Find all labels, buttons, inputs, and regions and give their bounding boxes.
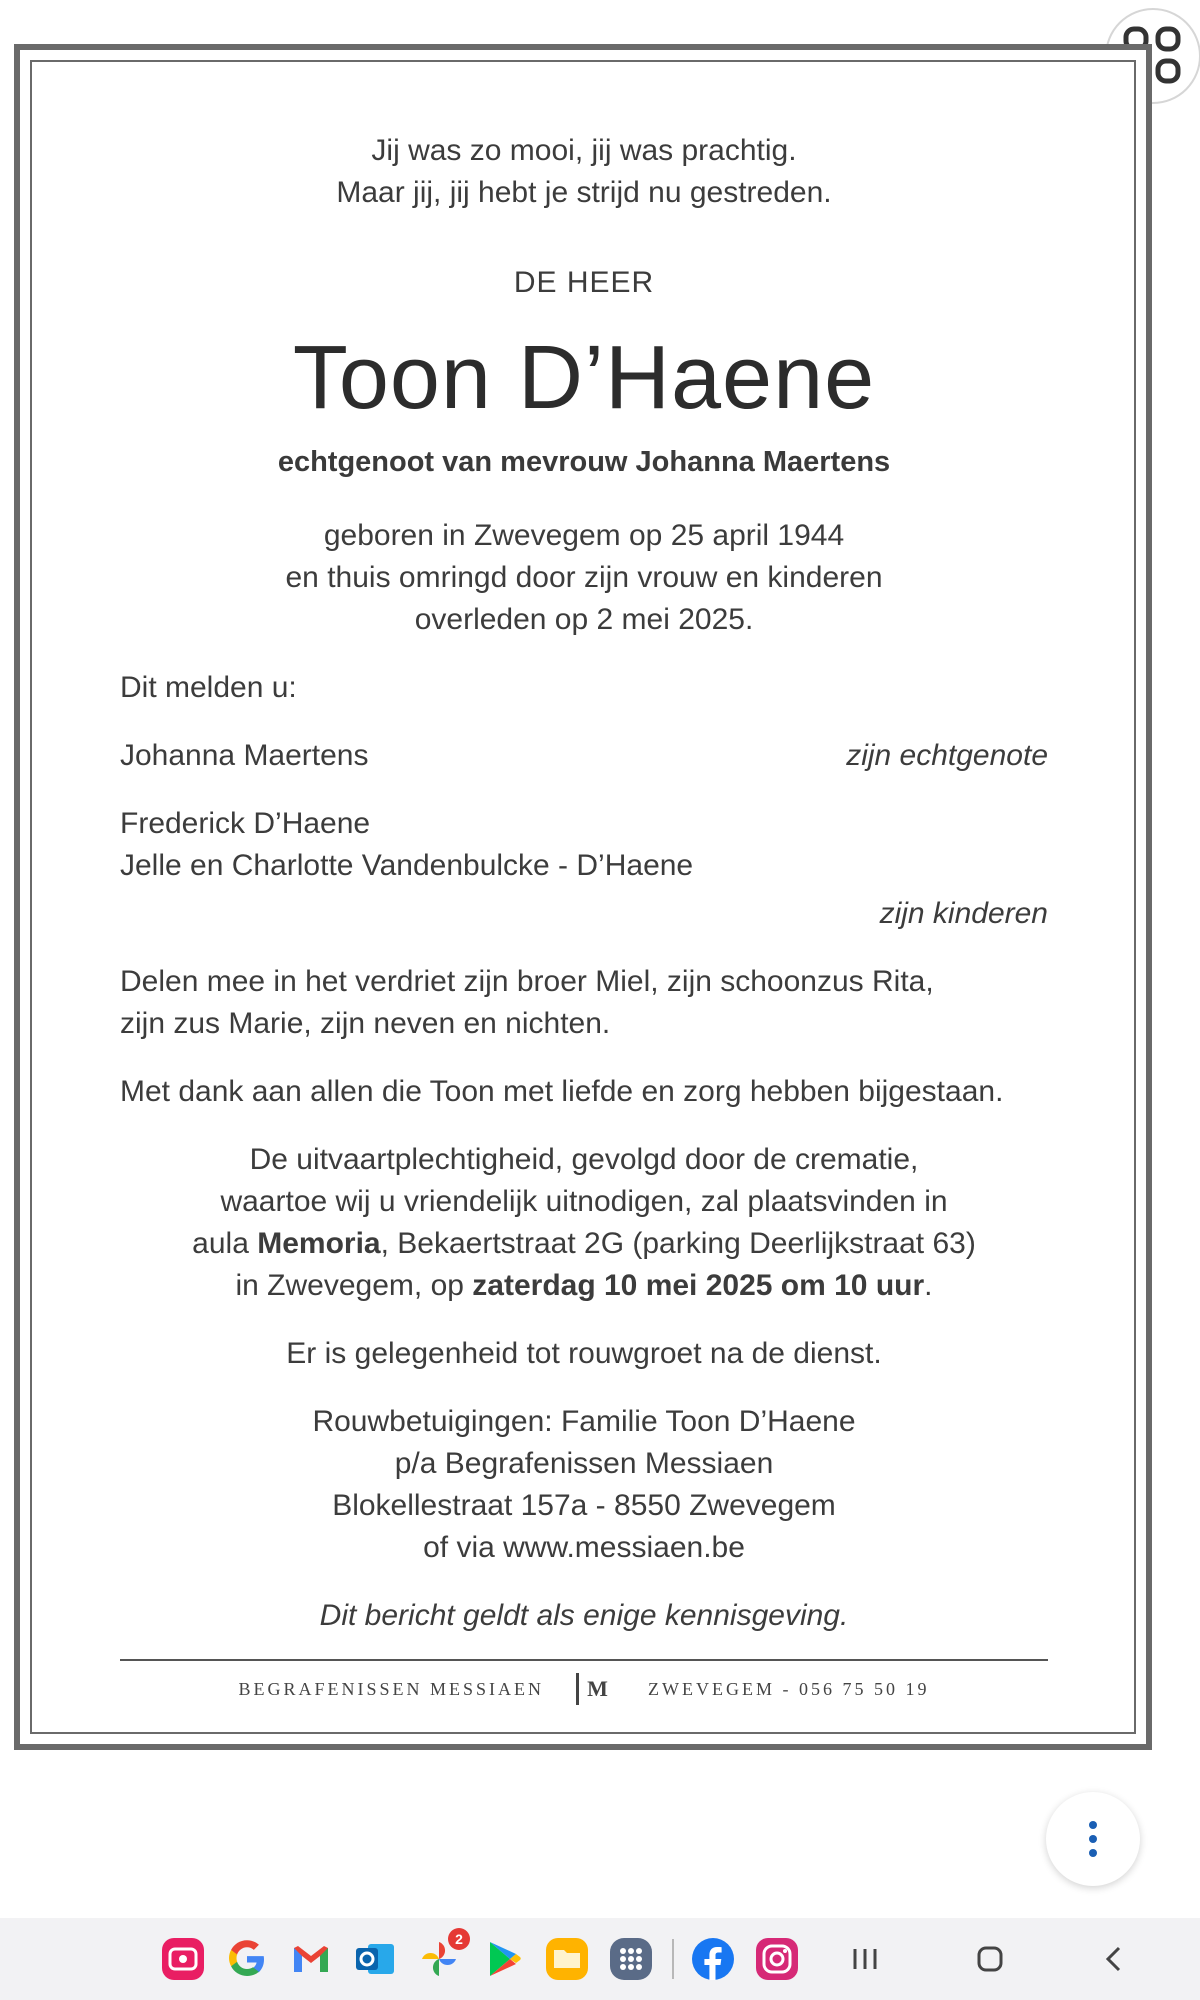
thanks-line: Met dank aan allen die Toon met liefde en zorg hebben bijgestaan. (120, 1075, 1004, 1108)
dock-separator (672, 1939, 674, 1979)
recents-button[interactable] (840, 1934, 890, 1984)
spouse-role: zijn echtgenote (846, 739, 1048, 772)
screen-recorder-icon (160, 1936, 206, 1982)
system-navigation (840, 1918, 1140, 2000)
poem-line-1: Jij was zo mooi, jij was prachtig. (371, 134, 797, 167)
spouse-name: Johanna Maertens (120, 739, 369, 772)
play-store-icon (480, 1936, 526, 1982)
folder-icon (544, 1936, 590, 1982)
ceremony-line-1: De uitvaartplechtigheid, gevolgd door de crematie, (249, 1143, 919, 1176)
facebook-app[interactable] (690, 1936, 736, 1982)
children-list (120, 803, 1048, 935)
birth-death-info (120, 515, 1048, 641)
family-line-2: zijn zus Marie, zijn neven en nichten. (120, 1007, 611, 1040)
child-2: Jelle en Charlotte Vandenbulcke - D’Haene (120, 849, 694, 882)
screen-recorder-app[interactable] (160, 1936, 206, 1982)
condolence-address (120, 1401, 1048, 1569)
child-1: Frederick D’Haene (120, 807, 371, 840)
ceremony-l4a: in Zwevegem, op (235, 1269, 473, 1302)
condolence-line-2: p/a Begrafenissen Messiaen (394, 1447, 774, 1480)
files-app[interactable] (544, 1936, 590, 1982)
born-line-3: overleden op 2 mei 2025. (414, 603, 754, 636)
ceremony-datetime: zaterdag 10 mei 2025 om 10 uur (472, 1269, 925, 1302)
spouse-line: echtgenoot van mevrouw Johanna Maertens (277, 446, 891, 478)
condolence-opportunity: Er is gelegenheid tot rouwgroet na de dienst. (286, 1337, 882, 1370)
condolence-line-3: Blokellestraat 157a - 8550 Zwevegem (332, 1489, 836, 1522)
born-line-2: en thuis omringd door zijn vrouw en kinderen (285, 561, 883, 594)
family-mourners (120, 961, 1048, 1045)
announcement: Dit melden u: (120, 671, 297, 704)
funeral-home-footer (120, 1673, 1048, 1705)
obituary-card-inner-border (30, 60, 1136, 1734)
ceremony-line-3 (120, 1223, 1048, 1265)
children-role: zijn kinderen (879, 897, 1048, 930)
family-line-1: Delen mee in het verdriet zijn broer Miel, zijn schoonzus Rita, (120, 965, 934, 998)
venue-name: Memoria (257, 1227, 381, 1260)
funeral-home-logo: M (576, 1673, 616, 1705)
google-app[interactable] (224, 1936, 270, 1982)
ceremony-line-4 (120, 1265, 1048, 1307)
recents-icon (847, 1941, 883, 1977)
notice-statement: Dit bericht geldt als enige kennisgeving. (319, 1599, 849, 1632)
gmail-app[interactable] (288, 1936, 334, 1982)
ceremony-line-2: waartoe wij u vriendelijk uitnodigen, zal plaatsvinden in (220, 1185, 948, 1218)
obituary-content (120, 126, 1048, 1705)
born-line-1: geboren in Zwevegem op 25 april 1944 (323, 519, 845, 552)
home-icon (972, 1941, 1008, 1977)
ceremony-l4c: . (924, 1269, 933, 1302)
app-drawer-app[interactable] (608, 1936, 654, 1982)
back-icon (1097, 1941, 1133, 1977)
outlook-app[interactable] (352, 1936, 398, 1982)
app-drawer-icon (608, 1936, 654, 1982)
photos-badge: 2 (448, 1928, 470, 1950)
instagram-app[interactable] (754, 1936, 800, 1982)
honorific: DE HEER (513, 266, 655, 299)
funeral-home-contact: ZWEVEGEM - 056 75 50 19 (648, 1678, 930, 1699)
ceremony-l3a: aula (192, 1227, 258, 1260)
deceased-name: Toon D’Haene (292, 328, 876, 428)
back-button[interactable] (1090, 1934, 1140, 1984)
facebook-icon (690, 1936, 736, 1982)
instagram-icon (754, 1936, 800, 1982)
taskbar (0, 1918, 1200, 2000)
ceremony-info (120, 1139, 1048, 1307)
footer-divider (120, 1659, 1048, 1661)
google-icon (224, 1936, 270, 1982)
photos-app[interactable] (416, 1931, 463, 1982)
gmail-icon (288, 1936, 334, 1982)
poem-line-2: Maar jij, jij hebt je strijd nu gestreden. (336, 176, 832, 209)
home-button[interactable] (965, 1934, 1015, 1984)
more-vertical-icon (1087, 1819, 1099, 1859)
condolence-line-1: Rouwbetuigingen: Familie Toon D’Haene (312, 1405, 856, 1438)
funeral-home-name: BEGRAFENISSEN MESSIAEN (238, 1678, 545, 1699)
spouse-row (120, 735, 1048, 777)
poem (120, 130, 1048, 214)
obituary-card (14, 44, 1152, 1750)
more-options-button[interactable] (1046, 1792, 1140, 1886)
ceremony-l3c: , Bekaertstraat 2G (parking Deerlijkstraat 63) (380, 1227, 976, 1260)
condolence-line-4: of via www.messiaen.be (423, 1531, 745, 1564)
outlook-icon (352, 1936, 398, 1982)
play-store-app[interactable] (480, 1936, 526, 1982)
